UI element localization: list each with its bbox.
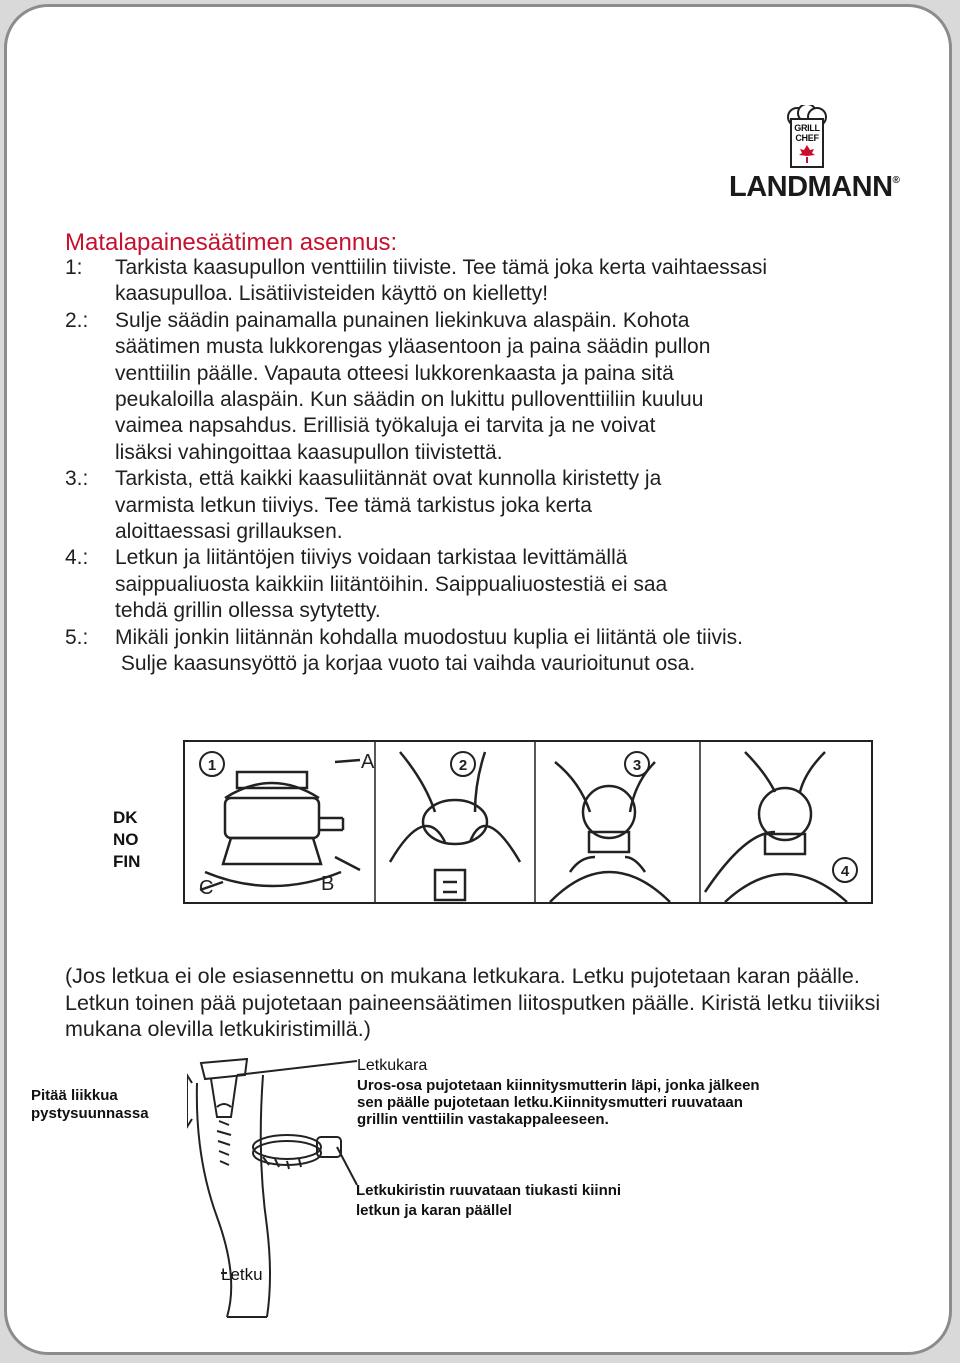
step-1 <box>65 255 925 308</box>
country-codes <box>113 807 140 873</box>
clamp-label: Letkukiristin ruuvataan tiukasti kiinni letkun ja karan päällel <box>356 1182 622 1219</box>
step-number: 5.: <box>65 625 89 649</box>
step-line: vaimea napsahdus. Erillisiä työkaluja ei tarvita ja ne voivat <box>115 414 656 438</box>
instruction-steps <box>65 255 925 678</box>
step-number: 4.: <box>65 546 89 570</box>
step-3 <box>65 466 925 545</box>
step-line: peukaloilla alaspäin. Kun säädin on lukittu pulloventtiiliin kuuluu <box>115 388 704 412</box>
regulator-illustration <box>183 740 873 904</box>
letter-a: A <box>361 751 375 773</box>
manual-page <box>4 4 952 1355</box>
step-line: tehdä grillin ollessa sytytetty. <box>115 599 381 623</box>
step-2 <box>65 308 925 466</box>
step-line: säätimen musta lukkorengas yläasentoon ja paina säädin pullon <box>115 335 711 359</box>
step-line: Mikäli jonkin liitännän kohdalla muodostuu kuplia ei liitäntä ole tiivis. <box>115 625 744 649</box>
step-line: Sulje säädin painamalla punainen liekinkuva alaspäin. Kohota <box>115 308 690 332</box>
country-code-dk: DK <box>113 808 138 827</box>
letkukara-description: Uros-osa pujotetaan kiinnitysmutterin läpi, jonka jälkeen sen päälle pujotetaan letku.Kiinnitysmutteri ruuvataan grillin venttiilin vastakappaleeseen. <box>357 1077 760 1128</box>
step-line: kaasupulloa. Lisätiivisteiden käyttö on kielletty! <box>115 282 549 306</box>
country-code-fin: FIN <box>113 852 141 871</box>
hat-text-chef: CHEF <box>795 133 819 143</box>
step-number: 3.: <box>65 467 89 491</box>
step-line: lisäksi vahingoittaa kaasupullon tiivistettä. <box>115 440 503 464</box>
step-line: Tarkista kaasupullon venttiilin tiiviste. Tee tämä joka kerta vaihtaessasi <box>115 256 768 279</box>
country-code-no: NO <box>113 830 139 849</box>
section-heading: Matalapainesäätimen asennus: <box>65 229 398 256</box>
step-marker-3: 3 <box>632 757 642 774</box>
step-line: saippualiuosta kaikkiin liitäntöihin. Saippualiuostestiä ei saa <box>115 572 668 596</box>
step-line: aloittaessasi grillauksen. <box>115 520 343 544</box>
hose-fitting-drawing <box>187 1047 387 1327</box>
brand-name: LANDMANN® <box>729 171 900 203</box>
step-4 <box>65 545 925 624</box>
letku-label: Letku <box>221 1265 263 1284</box>
step-line: Letkun ja liitäntöjen tiiviys voidaan tarkistaa levittämällä <box>115 546 628 570</box>
step-5 <box>65 625 925 678</box>
hat-text-grill: GRILL <box>794 123 820 133</box>
step-number: 1: <box>65 256 83 279</box>
step-line: venttiilin päälle. Vapauta otteesi lukkorenkaasta ja paina sitä <box>115 361 674 385</box>
vertical-movement-label: Pitää liikkua pystysuunnassa <box>31 1087 149 1122</box>
step-line: Sulje kaasunsyöttö ja korjaa vuoto tai vaihda vaurioitunut osa. <box>115 652 696 676</box>
step-marker-1: 1 <box>207 757 217 774</box>
letter-c: C <box>199 877 214 899</box>
step-number: 2.: <box>65 308 89 332</box>
letter-b: B <box>321 873 335 895</box>
hose-note: (Jos letkua ei ole esiasennettu on mukana letkukara. Letku pujotetaan karan päälle. Letkun toinen pää pujotetaan paineensäätimen liitosputken päälle. Kiristä letku tiiviiksi mukana olevilla letkukiristimillä.) <box>65 964 881 1041</box>
regulator-drawing <box>185 742 871 902</box>
step-line: Tarkista, että kaikki kaasuliitännät ovat kunnolla kiristetty ja <box>115 467 662 491</box>
step-marker-4: 4 <box>840 863 850 880</box>
step-marker-2: 2 <box>458 757 468 774</box>
step-line: varmista letkun tiiviys. Tee tämä tarkistus joka kerta <box>115 493 592 517</box>
landmann-logo <box>729 105 905 205</box>
letkukara-title: Letkukara <box>357 1057 428 1074</box>
